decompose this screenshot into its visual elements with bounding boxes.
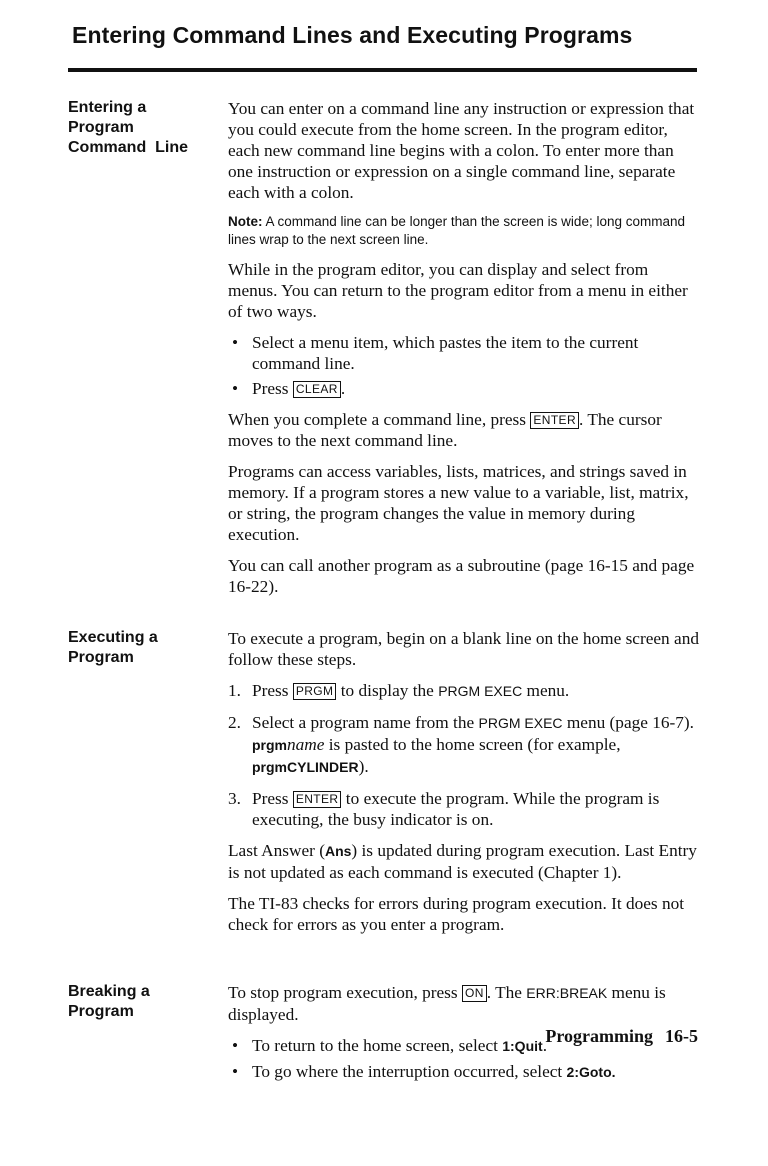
paragraph: To execute a program, begin on a blank line on the home screen and follow these steps.: [228, 629, 699, 669]
paragraph: [228, 840, 700, 883]
prgm-token: prgm: [252, 737, 287, 753]
note: [228, 213, 700, 249]
text: menu is displayed.: [228, 983, 666, 1024]
text: to display the: [336, 681, 439, 700]
menu-name: PRGM EXEC: [478, 715, 563, 731]
text: To stop program execution, press: [228, 983, 462, 1002]
text: ).: [358, 757, 369, 776]
on-key: ON: [462, 985, 487, 1002]
section-body: [228, 98, 700, 607]
bullet-item: [228, 378, 700, 399]
section-body: [228, 628, 700, 945]
text: Press: [252, 789, 293, 808]
side-heading: [68, 98, 218, 158]
text: menu.: [522, 681, 570, 700]
text: .: [542, 1036, 548, 1055]
side-heading-line: Command Line: [68, 139, 189, 156]
side-heading-line: Breaking a: [68, 983, 150, 1000]
text: is pasted to the home screen (for example,: [324, 735, 621, 754]
side-heading-line: Program: [68, 119, 134, 136]
text: Select a program name from the: [252, 713, 479, 732]
footer-chapter: Programming: [545, 1026, 653, 1046]
paragraph: The TI-83 checks for errors during program execution. It does not check for errors as you enter a program.: [228, 894, 685, 934]
bullet-item: [228, 1061, 700, 1083]
side-heading: [68, 982, 218, 1022]
menu-name: PRGM EXEC: [438, 683, 523, 699]
text: Press: [252, 379, 293, 398]
note-label: Note:: [228, 214, 263, 229]
example-program: prgmCYLINDER: [252, 759, 359, 775]
side-heading-line: Program: [68, 649, 134, 666]
paragraph: [228, 982, 700, 1025]
text: Press: [252, 681, 293, 700]
step-number: 3.: [228, 789, 241, 808]
page-title: Entering Command Lines and Executing Programs: [72, 22, 633, 48]
text: To return to the home screen, select: [252, 1036, 503, 1055]
enter-key: ENTER: [530, 412, 579, 429]
clear-key: CLEAR: [293, 381, 341, 398]
prgm-key: PRGM: [293, 683, 337, 700]
text: menu (page 16-7).: [562, 713, 694, 732]
menu-option: 2:Goto.: [566, 1064, 616, 1080]
text: . The cursor moves to the next command line.: [228, 410, 662, 450]
text: Last Answer (: [228, 841, 325, 860]
menu-option: 1:Quit: [502, 1038, 543, 1054]
program-name-placeholder: name: [287, 735, 325, 754]
ans-token: Ans: [324, 843, 352, 859]
paragraph: You can call another program as a subroutine (page 16-15 and page 16-22).: [228, 556, 695, 596]
page-footer: [545, 1026, 698, 1047]
step-item: [228, 680, 700, 702]
text: When you complete a command line, press: [228, 410, 531, 429]
enter-key: ENTER: [293, 791, 342, 808]
footer-page-number: 16-5: [665, 1026, 698, 1046]
paragraph: [228, 409, 700, 451]
text: to execute the program. While the program is executing, the busy indicator is on.: [252, 789, 660, 829]
side-heading: [68, 628, 218, 668]
paragraph: You can enter on a command line any instruction or expression that you could execute from the home screen. In the program editor, each new command line begins with a colon. To enter more than one instruction or expression on a single command line, separate each with a colon.: [228, 99, 695, 202]
side-heading-line: Program: [68, 1003, 134, 1020]
step-number: 1.: [228, 681, 241, 700]
paragraph: While in the program editor, you can display and select from menus. You can return to the program editor from a menu in either of two ways.: [228, 260, 688, 321]
text: To go where the interruption occurred, select: [252, 1062, 567, 1081]
title-rule: [68, 68, 697, 72]
text: .: [340, 379, 346, 398]
step-item: [228, 712, 700, 778]
text: ) is updated during program execution. Last Entry is not updated as each command is executed (Chapter 1).: [228, 841, 697, 882]
step-item: [228, 788, 700, 830]
paragraph: Programs can access variables, lists, matrices, and strings saved in memory. If a program stores a new value to a variable, list, matrix, or string, the program changes the value in memory during execution.: [228, 462, 689, 544]
side-heading-line: Executing a: [68, 629, 158, 646]
text: . The: [486, 983, 527, 1002]
note-text: A command line can be longer than the screen is wide; long command lines wrap to the next screen line.: [228, 214, 685, 247]
side-heading-line: Entering a: [68, 99, 147, 116]
menu-name: ERR:BREAK: [526, 985, 608, 1001]
bullet-item: • Select a menu item, which pastes the item to the current command line.: [228, 332, 700, 374]
step-number: 2.: [228, 713, 241, 732]
